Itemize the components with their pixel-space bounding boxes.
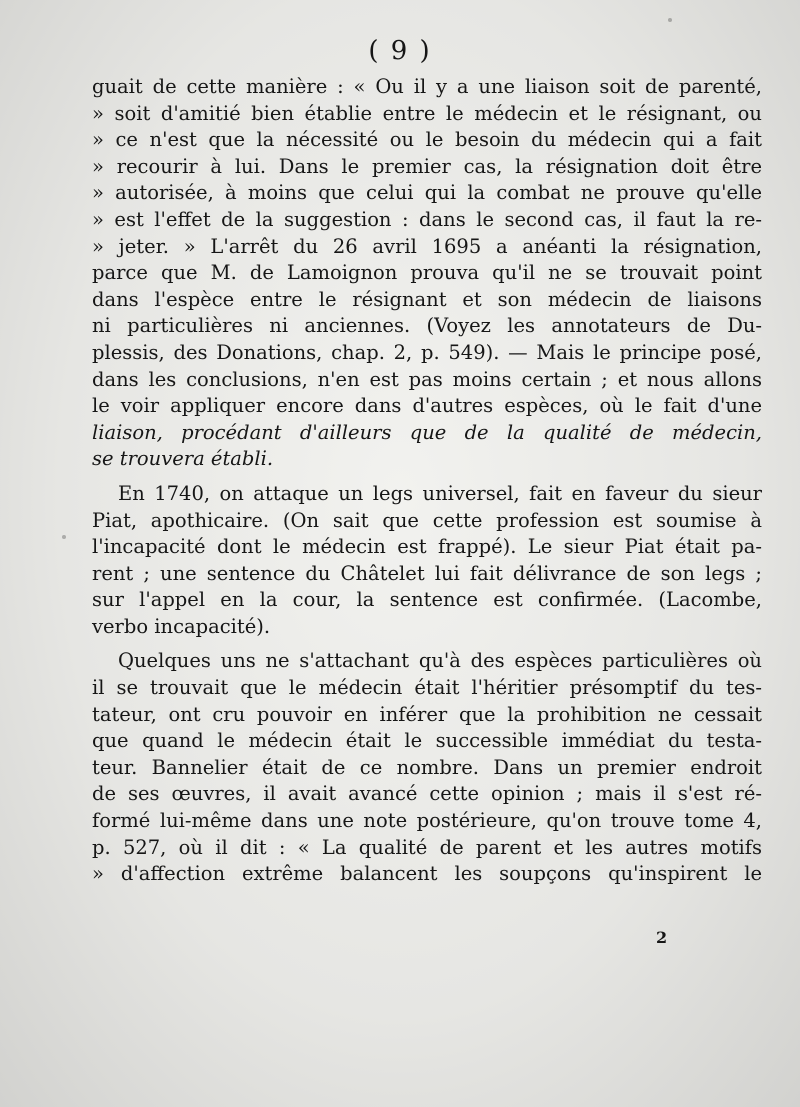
text-line: l'incapacité dont le médecin est frappé). Le sieur Piat était pa- [92,535,762,559]
text-line: dans l'espèce entre le résignant et son médecin de liaisons [92,287,762,311]
text-line: Quelques uns ne s'attachant qu'à des espèces particulières où [118,649,762,673]
text-line: » jeter. » L'arrêt du 26 avril 1695 a anéanti la résignation, [92,234,762,258]
text-line: teur. Bannelier était de ce nombre. Dans un premier endroit [92,755,762,779]
text-line: Piat, apothicaire. (On sait que cette profession est soumise à [92,508,762,532]
text-line: guait de cette manière : « Ou il y a une liaison soit de parenté, [92,75,762,98]
text-line: En 1740, on attaque un legs universel, fait en faveur du sieur [118,481,762,505]
text-line: il se trouvait que le médecin était l'héritier présomptif du tes- [92,676,762,700]
body-text [92,74,762,888]
text-line: » soit d'amitié bien établie entre le médecin et le résignant, ou [92,101,762,125]
text-line: » autorisée, à moins que celui qui la combat ne prouve qu'elle [92,181,762,205]
text-line: » est l'effet de la suggestion : dans le second cas, il faut la re- [92,207,762,231]
page-number: ( 9 ) [368,36,432,66]
text-line: que quand le médecin était le successible immédiat du testa- [92,729,762,753]
text-line: de ses œuvres, il avait avancé cette opinion ; mais il s'est ré- [92,782,762,806]
text-line: plessis, des Donations, chap. 2, p. 549). — Mais le principe posé, [92,340,762,364]
text-line: le voir appliquer encore dans d'autres espèces, où le fait d'une [92,394,762,418]
signature-mark: 2 [656,928,668,947]
text-line: se trouvera établi. [92,447,274,471]
ink-spot [62,535,66,539]
text-line: sur l'appel en la cour, la sentence est confirmée. (Lacombe, [92,588,762,612]
text-line: rent ; une sentence du Châtelet lui fait délivrance de son legs ; [92,561,762,585]
text-line: verbo incapacité). [92,614,271,638]
ink-spot [668,18,672,22]
text-line: » d'affection extrême balancent les soupçons qu'inspirent le [92,862,762,886]
text-line: tateur, ont cru pouvoir en inférer que la prohibition ne cessait [92,702,762,726]
text-line: parce que M. de Lamoignon prouva qu'il ne se trouvait point [92,261,762,285]
text-line: formé lui-même dans une note postérieure, qu'on trouve tome 4, [92,809,762,833]
text-line: dans les conclusions, n'en est pas moins certain ; et nous allons [92,367,762,391]
text-line: » recourir à lui. Dans le premier cas, la résignation doit être [92,154,762,178]
text-line: liaison, procédant d'ailleurs que de la qualité de médecin, [92,420,762,444]
text-line: p. 527, où il dit : « La qualité de parent et les autres motifs [92,835,762,859]
text-line: ni particulières ni anciennes. (Voyez les annotateurs de Du- [92,314,762,338]
text-line: » ce n'est que la nécessité ou le besoin du médecin qui a fait [92,128,762,152]
